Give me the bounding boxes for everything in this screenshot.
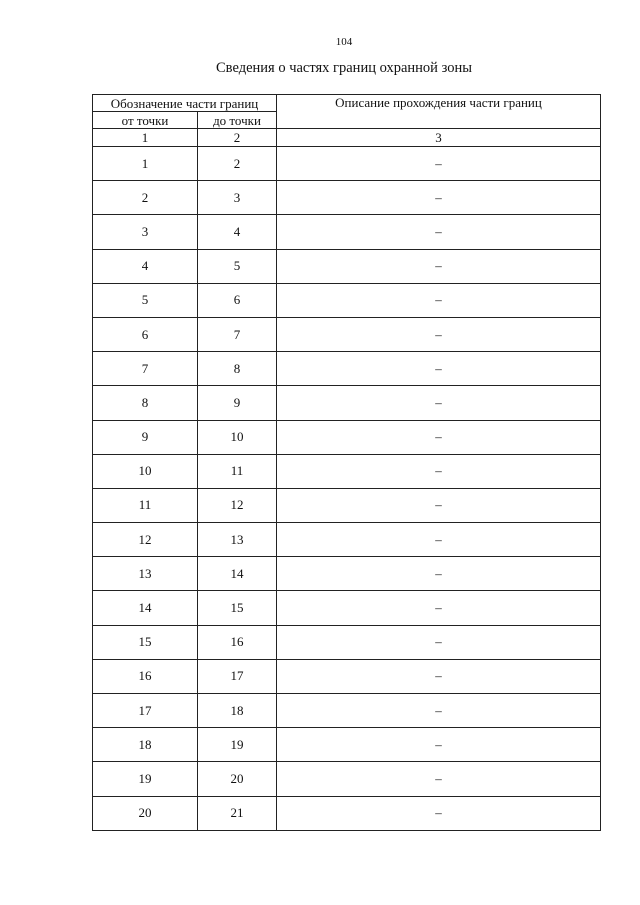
to-point-cell: 8	[198, 352, 277, 386]
from-point-cell: 15	[93, 625, 198, 659]
description-cell: –	[277, 249, 601, 283]
table-row	[93, 796, 601, 830]
to-point-cell: 5	[198, 249, 277, 283]
description-cell: –	[277, 591, 601, 625]
to-point-cell: 7	[198, 317, 277, 351]
description-cell: –	[277, 557, 601, 591]
table-row	[93, 420, 601, 454]
from-point-cell: 7	[93, 352, 198, 386]
description-cell: –	[277, 728, 601, 762]
to-point-cell: 21	[198, 796, 277, 830]
description-cell: –	[277, 523, 601, 557]
to-point-cell: 6	[198, 283, 277, 317]
description-cell: –	[277, 283, 601, 317]
description-cell: –	[277, 694, 601, 728]
from-point-cell: 18	[93, 728, 198, 762]
description-cell: –	[277, 454, 601, 488]
description-cell: –	[277, 625, 601, 659]
to-point-cell: 19	[198, 728, 277, 762]
table-row	[93, 249, 601, 283]
table-row	[93, 215, 601, 249]
from-point-cell: 5	[93, 283, 198, 317]
header-from-point: от точки	[93, 112, 198, 129]
to-point-cell: 15	[198, 591, 277, 625]
from-point-cell: 8	[93, 386, 198, 420]
from-point-cell: 14	[93, 591, 198, 625]
column-index-2: 2	[198, 129, 277, 147]
to-point-cell: 3	[198, 181, 277, 215]
table-row	[93, 352, 601, 386]
to-point-cell: 2	[198, 147, 277, 181]
table-row	[93, 625, 601, 659]
from-point-cell: 17	[93, 694, 198, 728]
to-point-cell: 14	[198, 557, 277, 591]
from-point-cell: 6	[93, 317, 198, 351]
from-point-cell: 9	[93, 420, 198, 454]
table-row	[93, 147, 601, 181]
description-cell: –	[277, 386, 601, 420]
header-boundary-description: Описание прохождения части границ	[277, 95, 601, 129]
table-row	[93, 728, 601, 762]
description-cell: –	[277, 488, 601, 522]
from-point-cell: 10	[93, 454, 198, 488]
table-row	[93, 181, 601, 215]
table-row	[93, 591, 601, 625]
from-point-cell: 1	[93, 147, 198, 181]
table-row	[93, 283, 601, 317]
description-cell: –	[277, 659, 601, 693]
to-point-cell: 11	[198, 454, 277, 488]
table-row	[93, 317, 601, 351]
description-cell: –	[277, 762, 601, 796]
column-index-1: 1	[93, 129, 198, 147]
to-point-cell: 12	[198, 488, 277, 522]
to-point-cell: 20	[198, 762, 277, 796]
description-cell: –	[277, 215, 601, 249]
table-row	[93, 523, 601, 557]
page-title: Сведения о частях границ охранной зоны	[216, 60, 472, 76]
to-point-cell: 10	[198, 420, 277, 454]
table-row	[93, 762, 601, 796]
table-row	[93, 557, 601, 591]
from-point-cell: 11	[93, 488, 198, 522]
from-point-cell: 3	[93, 215, 198, 249]
table-row	[93, 659, 601, 693]
description-cell: –	[277, 317, 601, 351]
from-point-cell: 19	[93, 762, 198, 796]
from-point-cell: 20	[93, 796, 198, 830]
header-to-point: до точки	[198, 112, 277, 129]
table-row	[93, 386, 601, 420]
to-point-cell: 4	[198, 215, 277, 249]
description-cell: –	[277, 796, 601, 830]
to-point-cell: 9	[198, 386, 277, 420]
table-row	[93, 454, 601, 488]
column-index-3: 3	[277, 129, 601, 147]
from-point-cell: 12	[93, 523, 198, 557]
description-cell: –	[277, 420, 601, 454]
description-cell: –	[277, 147, 601, 181]
from-point-cell: 16	[93, 659, 198, 693]
table-row	[93, 694, 601, 728]
page-number: 104	[335, 36, 353, 48]
to-point-cell: 18	[198, 694, 277, 728]
table-body	[93, 147, 601, 831]
description-cell: –	[277, 181, 601, 215]
boundary-parts-table	[92, 94, 601, 831]
from-point-cell: 4	[93, 249, 198, 283]
table-row	[93, 488, 601, 522]
description-cell: –	[277, 352, 601, 386]
from-point-cell: 2	[93, 181, 198, 215]
from-point-cell: 13	[93, 557, 198, 591]
to-point-cell: 17	[198, 659, 277, 693]
header-boundary-part-designation: Обозначение части границ	[93, 95, 277, 112]
to-point-cell: 13	[198, 523, 277, 557]
to-point-cell: 16	[198, 625, 277, 659]
